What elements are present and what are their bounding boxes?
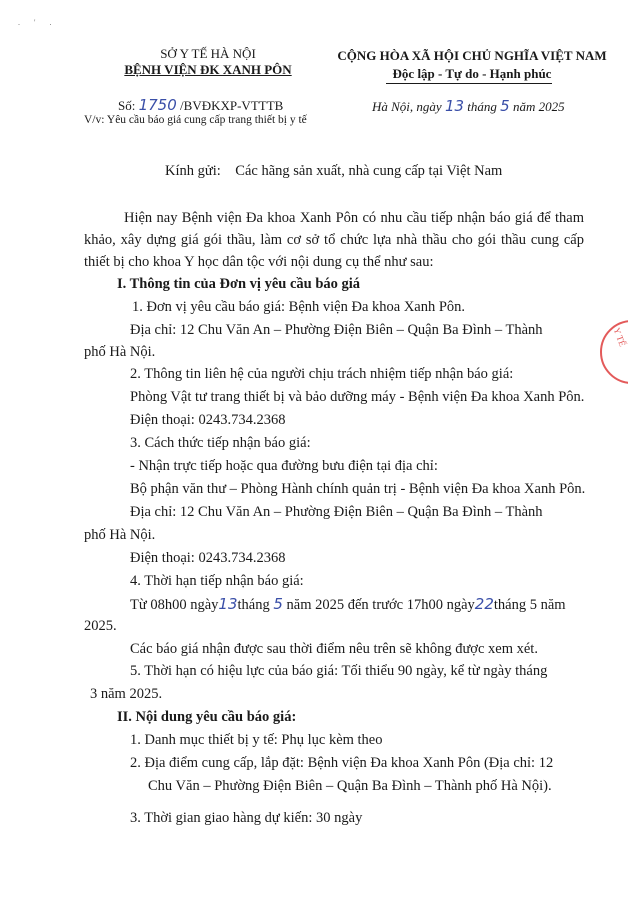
recipient-label: Kính gửi: bbox=[165, 163, 221, 179]
number-suffix: /BVĐKXP-VTTTB bbox=[180, 98, 284, 113]
period-a: Từ 08h00 ngày bbox=[130, 597, 219, 613]
stamp-text: Y TẾ bbox=[611, 326, 628, 348]
section2-item2-line1: 2. Địa điểm cung cấp, lắp đặt: Bệnh viện Đa khoa Xanh Pôn (Địa chỉ: 12 bbox=[130, 755, 554, 771]
nation-motto: Độc lập - Tự do - Hạnh phúc bbox=[392, 66, 552, 81]
document-number bbox=[118, 96, 283, 114]
section2-item1: 1. Danh mục thiết bị y tế: Phụ lục kèm theo bbox=[130, 732, 383, 748]
address1-line2: phố Hà Nội. bbox=[84, 344, 156, 360]
month-handwritten: 5 bbox=[500, 97, 510, 115]
motto-underline bbox=[386, 83, 552, 84]
date-line bbox=[372, 97, 565, 115]
period-d: tháng 5 năm bbox=[493, 597, 566, 613]
section1-title: I. Thông tin của Đơn vị yêu cầu báo giá bbox=[117, 276, 361, 292]
department: Phòng Vật tư trang thiết bị và bảo dưỡng máy - Bệnh viện Đa khoa Xanh Pôn. bbox=[130, 389, 585, 405]
receive-period bbox=[130, 595, 566, 614]
period-day2-hand: 22 bbox=[474, 595, 494, 613]
hospital-name: BỆNH VIỆN ĐK XANH PÔN bbox=[124, 62, 292, 77]
number-handwritten: 1750 bbox=[138, 96, 177, 114]
subject-line: V/v: Yêu cầu báo giá cung cấp trang thiết bị y tế bbox=[84, 114, 307, 126]
section1-item2: 2. Thông tin liên hệ của người chịu trách nhiệm tiếp nhận báo giá: bbox=[130, 366, 514, 382]
address2-line2: phố Hà Nội. bbox=[84, 527, 156, 543]
address1-line1: Địa chỉ: 12 Chu Văn An – Phường Điện Biên – Quận Ba Đình – Thành bbox=[130, 322, 543, 338]
period-month1-hand: 5 bbox=[273, 595, 283, 613]
number-prefix: Số: bbox=[118, 98, 136, 113]
period-year: 2025. bbox=[84, 618, 117, 634]
address2-line1: Địa chỉ: 12 Chu Văn An – Phường Điện Biên – Quận Ba Đình – Thành bbox=[130, 504, 543, 520]
ministry-name: SỞ Y TẾ HÀ NỘI bbox=[160, 46, 256, 61]
section1-item5-line1: 5. Thời hạn có hiệu lực của báo giá: Tối thiểu 90 ngày, kể từ ngày tháng bbox=[130, 663, 548, 679]
section2-title: II. Nội dung yêu cầu báo giá: bbox=[117, 709, 297, 725]
office: Bộ phận văn thư – Phòng Hành chính quản trị - Bệnh viện Đa khoa Xanh Pôn. bbox=[130, 481, 586, 497]
late-note: Các báo giá nhận được sau thời điểm nêu trên sẽ không được xem xét. bbox=[130, 641, 538, 657]
section1-item1: 1. Đơn vị yêu cầu báo giá: Bệnh viện Đa khoa Xanh Pôn. bbox=[132, 299, 466, 315]
nation-title: CỘNG HÒA XÃ HỘI CHỦ NGHĨA VIỆT NAM bbox=[337, 48, 607, 63]
recipient-line bbox=[165, 163, 502, 180]
receive-method: - Nhận trực tiếp hoặc qua đường bưu điện tại địa chỉ: bbox=[130, 458, 438, 474]
period-day1-hand: 13 bbox=[218, 595, 238, 613]
month-word: tháng bbox=[467, 99, 497, 114]
phone2: Điện thoại: 0243.734.2368 bbox=[130, 550, 286, 566]
recipient-value: Các hãng sản xuất, nhà cung cấp tại Việt Nam bbox=[235, 163, 503, 179]
red-stamp-seal bbox=[600, 320, 628, 384]
scan-specks: . ' . bbox=[18, 18, 58, 27]
intro-paragraph: Hiện nay Bệnh viện Đa khoa Xanh Pôn có nhu cầu tiếp nhận báo giá để tham khảo, xây dựng giá gói thầu, làm cơ sở tổ chức lựa nhà thầu cho gói thầu cung cấp thiết bị cho khoa Y học dân tộc với nội dung cụ thể như sau: bbox=[84, 210, 584, 270]
section1-item3: 3. Cách thức tiếp nhận báo giá: bbox=[130, 435, 311, 451]
section1-item5-line2: 3 năm 2025. bbox=[90, 686, 163, 702]
year-text: năm 2025 bbox=[512, 99, 565, 114]
day-handwritten: 13 bbox=[444, 97, 465, 115]
date-prefix: Hà Nội, ngày bbox=[372, 99, 442, 114]
section2-item2-line2: Chu Văn – Phường Điện Biên – Quận Ba Đình – Thành phố Hà Nội). bbox=[148, 778, 552, 794]
period-c: năm 2025 đến trước 17h00 ngày bbox=[286, 597, 475, 613]
phone1: Điện thoại: 0243.734.2368 bbox=[130, 412, 286, 428]
section2-item3: 3. Thời gian giao hàng dự kiến: 30 ngày bbox=[130, 810, 363, 826]
section1-item4: 4. Thời hạn tiếp nhận báo giá: bbox=[130, 573, 304, 589]
period-b: tháng bbox=[237, 597, 270, 613]
